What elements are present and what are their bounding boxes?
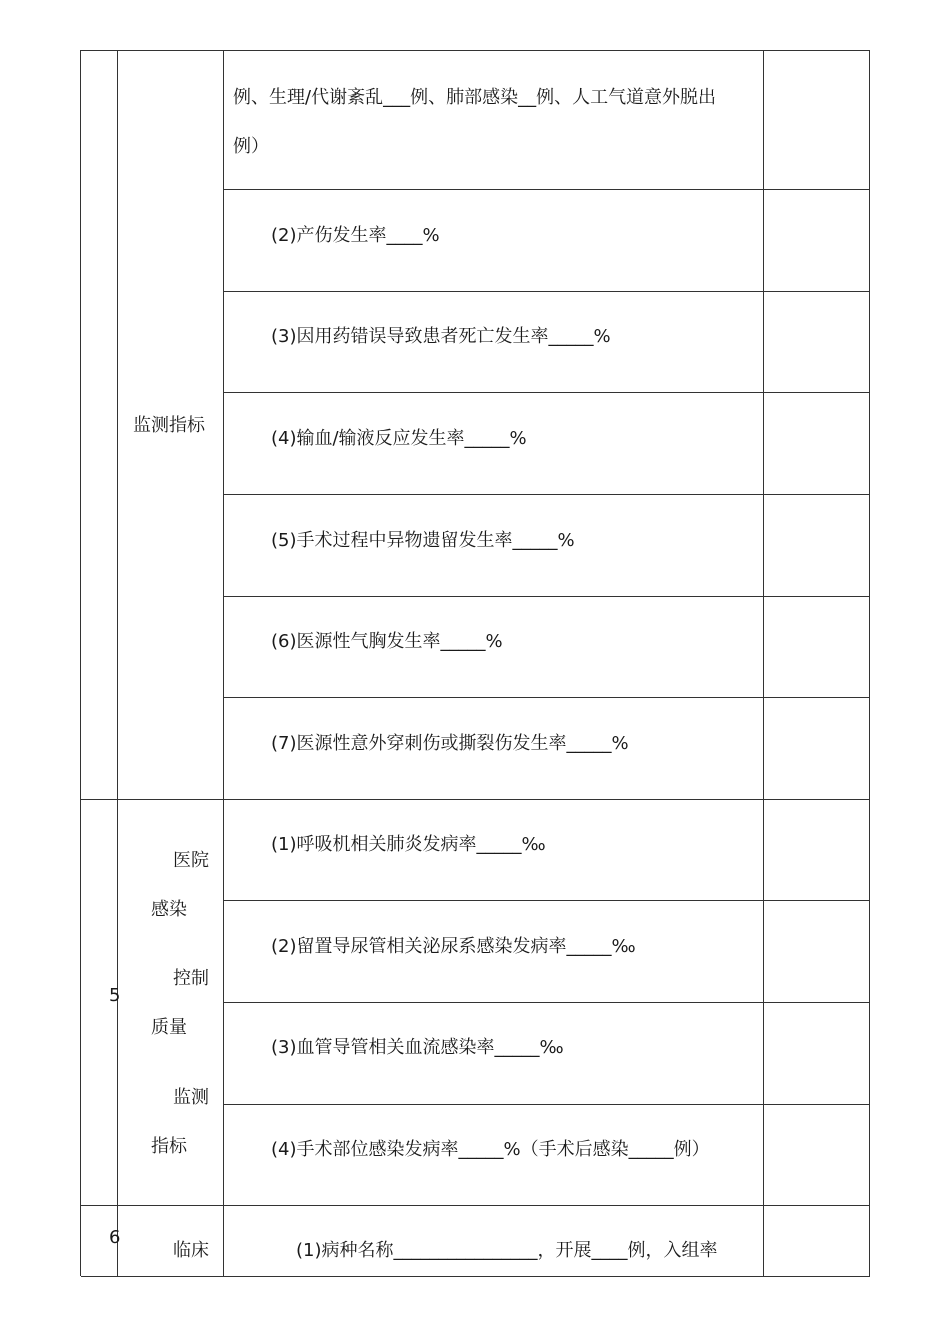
- col-divider-content: [763, 51, 764, 1277]
- section5-row-text: (3)血管导管相关血流感染率_____‰: [271, 1037, 564, 1058]
- row-divider: [223, 697, 870, 698]
- row-divider: [223, 291, 870, 292]
- quality-indicator-table: [80, 50, 870, 1276]
- section5-row-text: (4)手术部位感染发病率_____%（手术后感染_____例）: [271, 1139, 710, 1160]
- row-divider: [223, 900, 870, 901]
- section-divider: [81, 799, 870, 800]
- section6-category-label: 临床: [173, 1240, 209, 1261]
- section4-category-label: 监测指标: [133, 415, 205, 436]
- section4-row-text: (3)因用药错误导致患者死亡发生率_____%: [271, 326, 611, 347]
- section5-row-text: (2)留置导尿管相关泌尿系感染发病率_____‰: [271, 936, 636, 957]
- section6-number: 6: [109, 1227, 121, 1248]
- section5-number: 5: [109, 985, 121, 1006]
- col-divider-number: [117, 51, 118, 1277]
- section5-category-line: 指标: [151, 1136, 187, 1157]
- col-divider-category: [223, 51, 224, 1277]
- row-divider: [223, 494, 870, 495]
- table-bottom-border: [81, 1276, 870, 1277]
- section5-category-line: 质量: [151, 1017, 187, 1038]
- row-divider: [223, 189, 870, 190]
- row-divider: [223, 392, 870, 393]
- section4-row-text: (6)医源性气胸发生率_____%: [271, 631, 503, 652]
- section4-row-text: (4)输血/输液反应发生率_____%: [271, 428, 527, 449]
- row-divider: [223, 596, 870, 597]
- section4-row-text: (5)手术过程中异物遗留发生率_____%: [271, 530, 575, 551]
- section5-row-text: (1)呼吸机相关肺炎发病率_____‰: [271, 834, 546, 855]
- section4-row-text: (7)医源性意外穿刺伤或撕裂伤发生率_____%: [271, 733, 629, 754]
- section-divider: [81, 1205, 870, 1206]
- section5-category-line: 医院: [173, 850, 209, 871]
- section6-row-text: (1)病种名称________________，开展____例，入组率: [296, 1240, 718, 1261]
- section5-category-line: 感染: [151, 899, 187, 920]
- section4-row-text: (2)产伤发生率____%: [271, 225, 440, 246]
- table-right-border: [869, 51, 870, 1277]
- row-divider: [223, 1002, 870, 1003]
- section5-category-line: 控制: [173, 968, 209, 989]
- row-divider: [223, 1104, 870, 1105]
- section4-row1-line2: 例）: [233, 136, 269, 157]
- section4-row1-line1: 例、生理/代谢紊乱___例、肺部感染__例、人工气道意外脱出: [233, 87, 717, 108]
- section5-category-line: 监测: [173, 1087, 209, 1108]
